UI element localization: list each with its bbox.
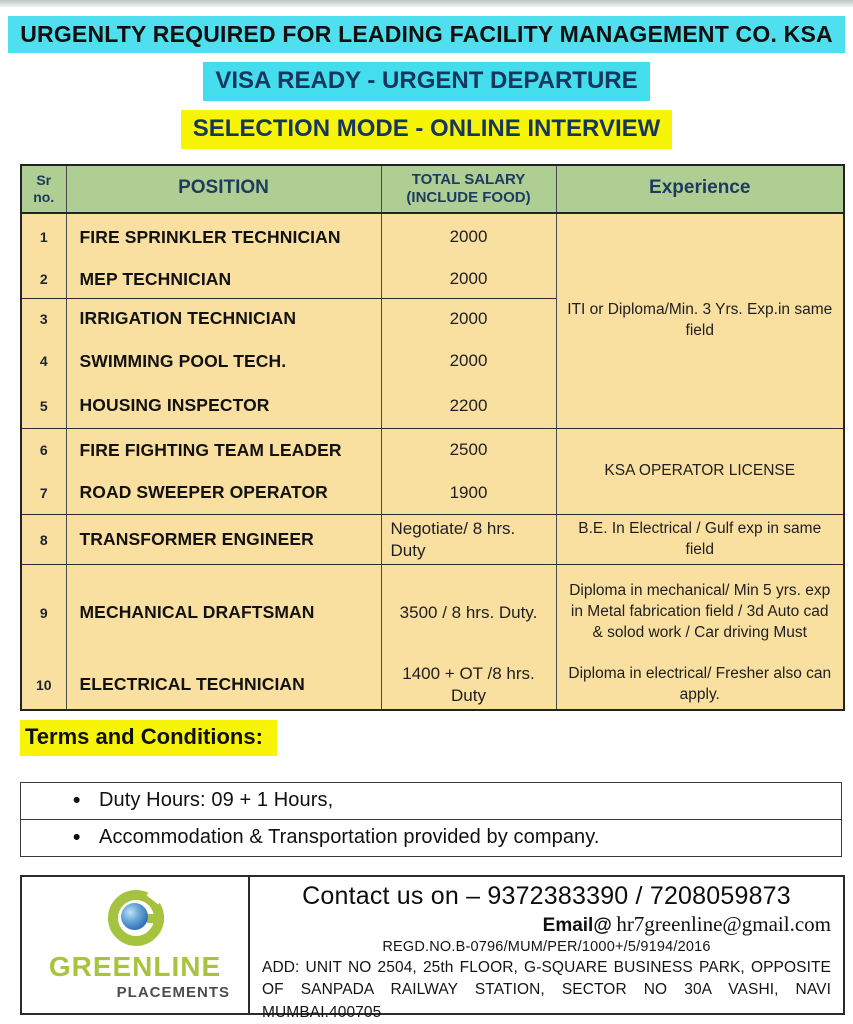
position-cell: HOUSING INSPECTOR [66, 384, 381, 429]
sr-cell: 5 [21, 384, 66, 429]
salary-cell: 1400 + OT /8 hrs. Duty [381, 661, 556, 710]
position-cell: ELECTRICAL TECHNICIAN [66, 661, 381, 710]
headline-banner: URGENLTY REQUIRED FOR LEADING FACILITY MANAGEMENT CO. KSA [8, 16, 845, 53]
salary-cell: 2000 [381, 261, 556, 299]
experience-cell-rows1to5: ITI or Diploma/Min. 3 Yrs. Exp.in same field [556, 213, 844, 429]
terms-heading: Terms and Conditions: [20, 720, 277, 756]
table-row [21, 515, 844, 565]
salary-cell: 2500 [381, 429, 556, 472]
sr-cell: 9 [39, 604, 48, 621]
terms-item [21, 783, 841, 819]
sr-cell: 6 [39, 442, 48, 459]
position-cell: MEP TECHNICIAN [66, 261, 381, 299]
salary-cell: 2000 [381, 339, 556, 384]
table-row [21, 661, 844, 710]
positions-table [20, 164, 845, 711]
table-row [21, 429, 844, 472]
salary-cell: 2000 [381, 213, 556, 261]
experience-cell-row8: B.E. In Electrical / Gulf exp in same field [556, 515, 844, 565]
position-cell: TRANSFORMER ENGINEER [66, 515, 381, 565]
email-label: Email@ [542, 915, 612, 936]
logo-sub-text: PLACEMENTS [116, 984, 230, 1001]
greenline-g-icon [105, 889, 165, 949]
position-cell: IRRIGATION TECHNICIAN [66, 299, 381, 339]
email-address: hr7greenline@gmail.com [616, 912, 831, 936]
position-cell: ROAD SWEEPER OPERATOR [66, 472, 381, 515]
email-line [262, 912, 831, 937]
position-cell: SWIMMING POOL TECH. [66, 339, 381, 384]
greenline-logo [22, 877, 250, 1013]
experience-cell-row10: Diploma in electrical/ Fresher also can apply. [556, 661, 844, 710]
col-header-experience: Experience [556, 165, 844, 213]
experience-cell-row9: Diploma in mechanical/ Min 5 yrs. exp in Metal fabrication field / 3d Auto cad & solod work / Car driving Must [556, 565, 844, 661]
visa-ready-banner: VISA READY - URGENT DEPARTURE [203, 62, 649, 101]
salary-cell: 3500 / 8 hrs. Duty. [381, 565, 556, 661]
contact-details [250, 877, 843, 1021]
header-banners [0, 16, 853, 149]
positions-table-wrapper [20, 164, 843, 711]
terms-item-text: Accommodation & Transportation provided by company. [99, 826, 600, 849]
sr-cell: 1 [39, 229, 48, 246]
office-address: ADD: UNIT NO 2504, 25th FLOOR, G-SQUARE BUSINESS PARK, OPPOSITE OF SANPADA RAILWAY STATION, SECTOR NO 30A VASHI, NAVI MUMBAI.400705 [262, 959, 831, 1021]
salary-cell: Negotiate/ 8 hrs. Duty [381, 515, 556, 565]
terms-box [20, 782, 842, 857]
salary-cell: 2000 [381, 299, 556, 339]
col-header-salary: TOTAL SALARY (INCLUDE FOOD) [381, 165, 556, 213]
position-cell: FIRE FIGHTING TEAM LEADER [66, 429, 381, 472]
table-header-row [21, 165, 844, 213]
phone-numbers: Contact us on – 9372383390 / 7208059873 [302, 882, 791, 910]
sr-cell: 2 [21, 261, 66, 299]
bullet-icon: • [73, 788, 81, 812]
sr-cell: 3 [39, 310, 48, 327]
sr-cell: 7 [21, 472, 66, 515]
table-row [21, 565, 844, 661]
sr-cell: 8 [21, 515, 66, 565]
g-crossbar [147, 914, 164, 923]
col-header-sr: Sr no. [21, 165, 66, 213]
sr-cell: 10 [35, 676, 52, 693]
logo-name-text: GREENLINE [48, 951, 222, 982]
table-row [21, 213, 844, 261]
bullet-icon: • [73, 825, 81, 849]
col-header-position: POSITION [66, 165, 381, 213]
contact-footer [20, 875, 845, 1021]
position-cell: FIRE SPRINKLER TECHNICIAN [66, 213, 381, 261]
salary-cell: 2200 [381, 384, 556, 429]
selection-mode-banner: SELECTION MODE - ONLINE INTERVIEW [181, 110, 673, 149]
salary-cell: 1900 [381, 472, 556, 515]
position-cell: MECHANICAL DRAFTSMAN [66, 565, 381, 661]
experience-cell-rows6to7: KSA OPERATOR LICENSE [556, 429, 844, 515]
terms-item-text: Duty Hours: 09 + 1 Hours, [99, 789, 334, 812]
sr-cell: 4 [39, 353, 48, 370]
registration-number: REGD.NO.B-0796/MUM/PER/1000+/5/9194/2016 [382, 939, 711, 955]
terms-item [21, 819, 841, 856]
globe-icon [121, 903, 148, 930]
page-edge-shadow [0, 0, 853, 7]
